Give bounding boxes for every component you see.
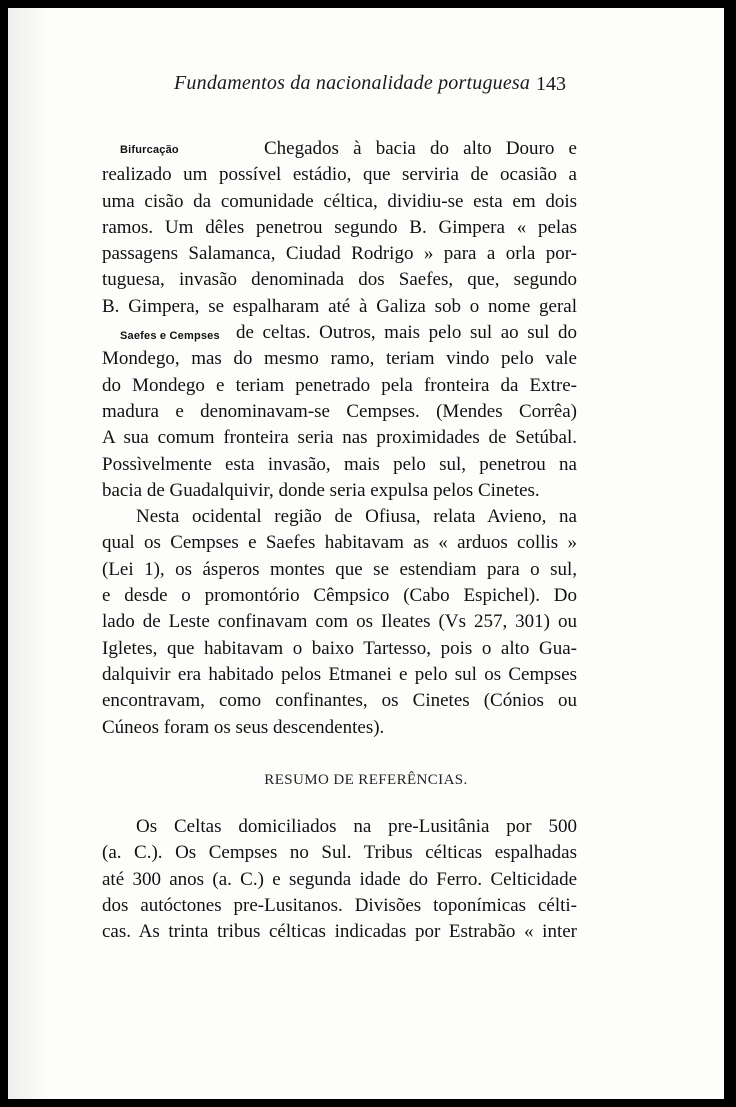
main-text [102,136,577,741]
page-number: 143 [536,73,566,95]
text-line: de celtas. Outros, mais pelo sul ao sul do [236,322,577,344]
text-line: B. Gimpera, se espalharam até à Galiza sob o nome geral [102,295,577,317]
text-line: ramos. Um dêles penetrou segundo B. Gimpera « pelas [102,216,577,238]
book-page [8,8,724,1099]
page-header [8,70,724,100]
text-line: (a. C.). Os Cempses no Sul. Tribus célticas espalhadas [102,842,577,864]
margin-note-bifurcacao: Bifurcação [120,144,179,156]
text-line: tuguesa, invasão denominada dos Saefes, que, segundo [102,269,577,291]
text-line: bacia de Guadalquivir, donde seria expulsa pelos Cinetes. [102,479,540,501]
text-line: qual os Cempses e Saefes habitavam as « arduos collis » [102,532,577,554]
text-line: passagens Salamanca, Ciudad Rodrigo » para a orla por- [102,243,577,265]
paragraph-1 [102,136,577,504]
section-title: RESUMO DE REFERÊNCIAS. [264,772,468,788]
text-line: uma cisão da comunidade céltica, dividiu-se esta em dois [102,190,577,212]
text-line: cas. As trinta tribus célticas indicadas por Estrabão « inter [102,921,577,943]
summary-text [102,814,577,945]
text-line: Os Celtas domiciliados na pre-Lusitânia por 500 [136,816,577,837]
binding-shadow [8,8,48,1099]
text-line: do Mondego e teriam penetrado pela fronteira da Extre- [102,374,577,396]
text-line: dos autóctones pre-Lusitanos. Divisões toponímicas célti- [102,894,577,916]
text-line: realizado um possível estádio, que serviria de ocasião a [102,164,577,186]
text-line: lado de Leste confinavam com os Ileates (Vs 257, 301) ou [102,611,577,633]
text-line: madura e denominavam-se Cempses. (Mendes Corrêa) [102,400,577,422]
text-line: (Lei 1), os ásperos montes que se estendiam para o sul, [102,558,577,580]
text-line: encontravam, como confinantes, os Cinetes (Cónios ou [102,690,577,712]
paragraph-3 [102,814,577,945]
text-line: A sua comum fronteira seria nas proximidades de Setúbal. [102,427,577,449]
text-line: dalquivir era habitado pelos Etmanei e pelo sul os Cempses [102,663,577,685]
text-line: Chegados à bacia do alto Douro e [264,138,577,159]
text-line: Possìvelmente esta invasão, mais pelo sul, penetrou na [102,453,577,475]
text-line: Cúneos foram os seus descendentes). [102,716,385,738]
text-line: Igletes, que habitavam o baixo Tartesso, pois o alto Gua- [102,637,577,659]
text-line: e desde o promontório Cêmpsico (Cabo Espichel). Do [102,585,577,607]
paragraph-2 [102,504,577,741]
margin-note-saefes-cempses: Saefes e Cempses [120,330,220,342]
text-line: até 300 anos (a. C.) e segunda idade do Ferro. Celticidade [102,868,577,890]
text-line: Mondego, mas do mesmo ramo, teriam vindo pelo vale [102,348,577,370]
text-line: Nesta ocidental região de Ofiusa, relata Avieno, na [136,506,577,528]
running-title: Fundamentos da nacionalidade portuguesa [174,72,531,94]
